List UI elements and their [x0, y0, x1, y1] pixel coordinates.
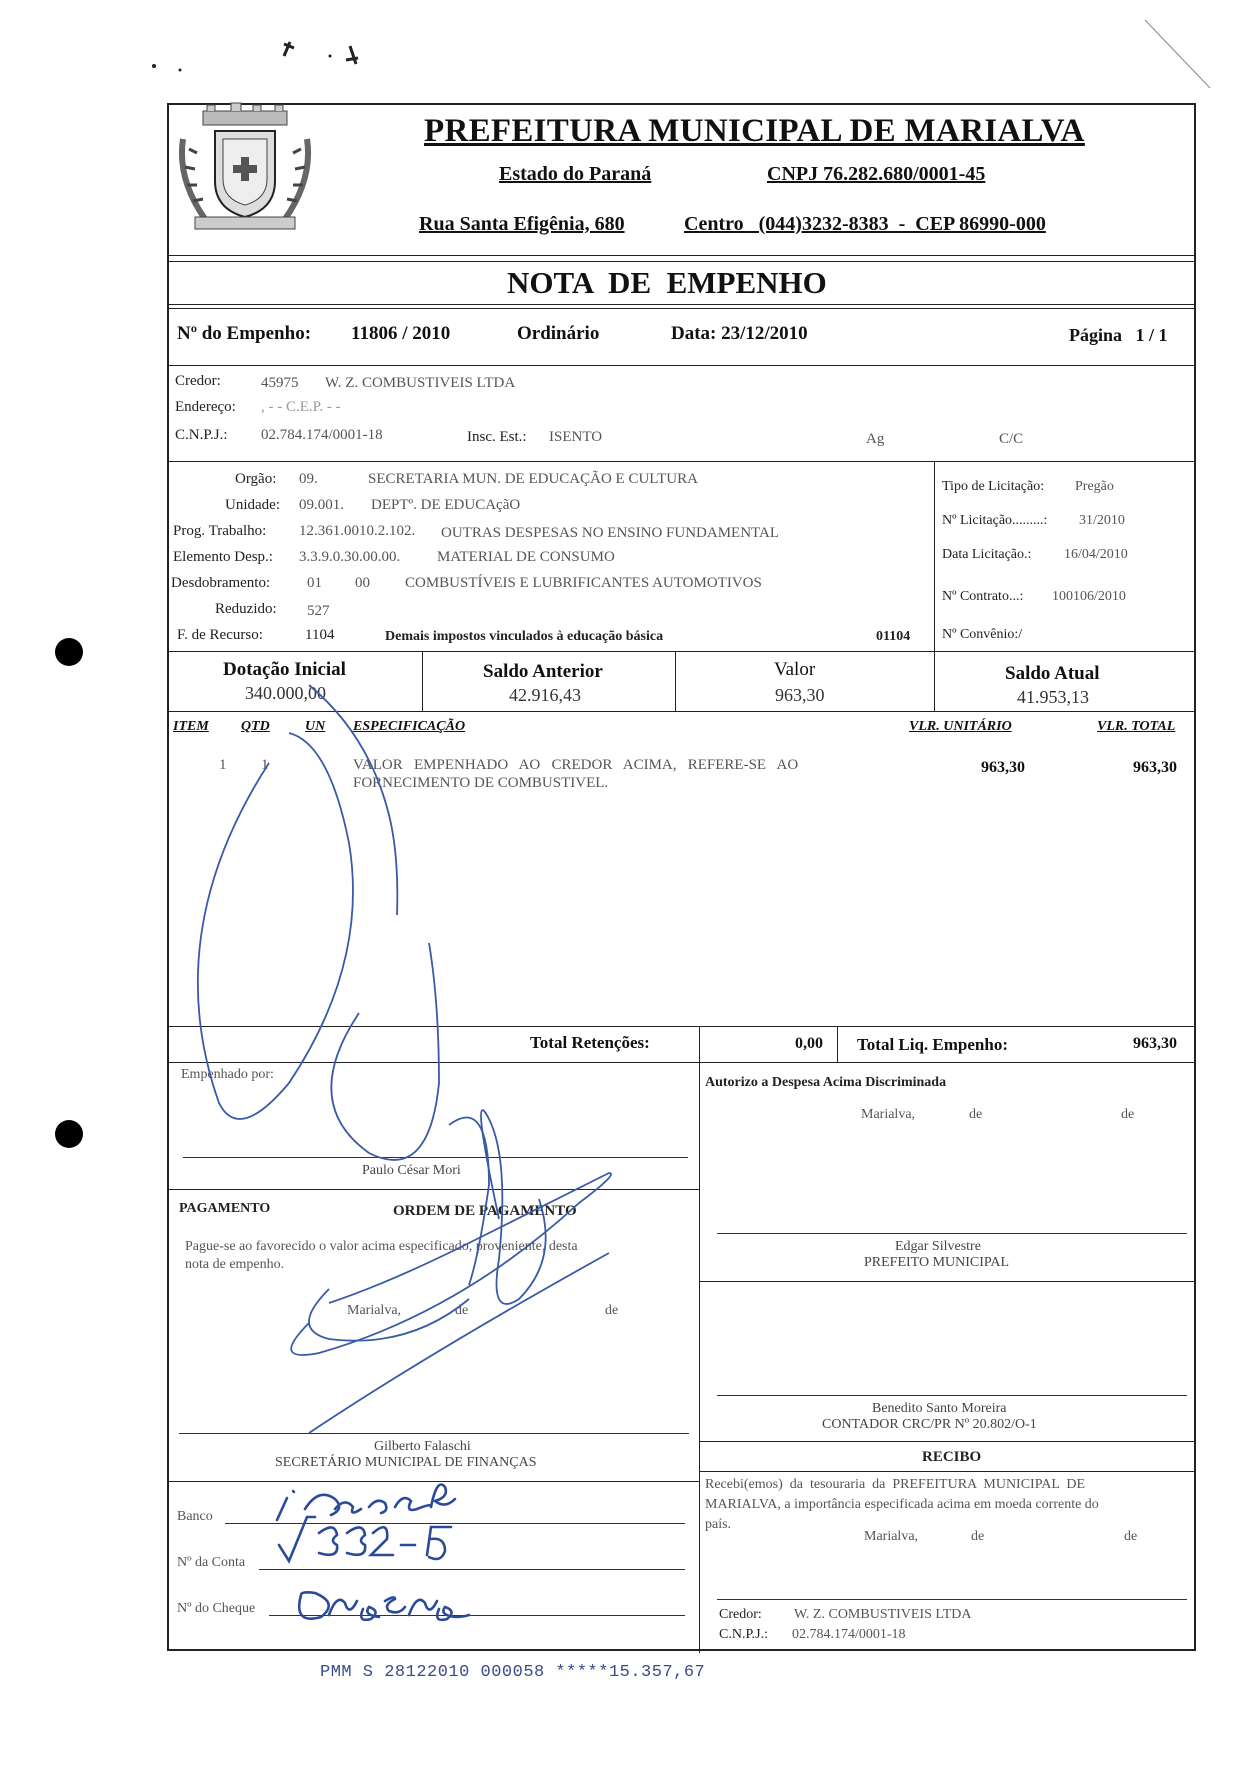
- item-desc-line2: FORNECIMENTO DE COMBUSTIVEL.: [353, 775, 609, 791]
- contador-name: Benedito Santo Moreira: [872, 1401, 1007, 1416]
- cnpj-label: C.N.P.J.:: [175, 427, 228, 443]
- orgao-label: Orgão:: [235, 471, 277, 487]
- banco-label: Banco: [177, 1509, 213, 1524]
- liq-empenho-value: 963,30: [1133, 1035, 1177, 1052]
- prog-label: Prog. Trabalho:: [173, 523, 267, 539]
- secretario-name: Gilberto Falaschi: [374, 1439, 471, 1454]
- col-especificacao: ESPECIFICAÇÃO: [353, 719, 466, 734]
- secretario-role: SECRETÁRIO MUNICIPAL DE FINANÇAS: [275, 1455, 537, 1470]
- cheque-label: Nº do Cheque: [177, 1601, 256, 1616]
- valor-value: 963,30: [775, 685, 825, 705]
- pagamento-de2: de: [605, 1303, 619, 1318]
- credor-name: W. Z. COMBUSTIVEIS LTDA: [325, 375, 516, 391]
- punch-hole-top: [55, 638, 83, 666]
- elemento-code: 3.3.9.0.30.00.00.: [299, 549, 401, 565]
- item-vlr-total: 963,30: [1133, 759, 1177, 776]
- autorizo-city: Marialva,: [861, 1107, 916, 1122]
- empenho-label: Nº do Empenho:: [177, 323, 312, 344]
- orgao-name: SECRETARIA MUN. DE EDUCAÇÃO E CULTURA: [368, 471, 698, 487]
- dotacao-label: Dotação Inicial: [223, 659, 346, 680]
- credor-code: 45975: [261, 375, 299, 391]
- dotacao-value: 340.000,00: [245, 683, 326, 703]
- unidade-code: 09.001.: [299, 497, 344, 513]
- retencoes-value: 0,00: [795, 1035, 823, 1052]
- page-number: Página 1 / 1: [1069, 325, 1168, 345]
- state-name: Estado do Paraná: [499, 163, 652, 185]
- insc-value: ISENTO: [549, 429, 603, 445]
- empenho-type: Ordinário: [517, 323, 600, 344]
- cc-label: C/C: [999, 431, 1024, 447]
- cnpj-header: CNPJ 76.282.680/0001-45: [767, 163, 986, 185]
- pagamento-label: PAGAMENTO: [179, 1201, 271, 1216]
- recurso-num: 01104: [876, 629, 911, 644]
- recibo-de1: de: [971, 1529, 985, 1544]
- pagamento-de1: de: [455, 1303, 469, 1318]
- cnpj-value: 02.784.174/0001-18: [261, 427, 383, 443]
- recibo-text2: MARIALVA, a importância especificada acima em moeda corrente do: [705, 1497, 1099, 1512]
- scan-marks: [150, 30, 1248, 90]
- col-item: ITEM: [173, 719, 209, 734]
- recibo-credor-label: Credor:: [719, 1607, 762, 1622]
- convenio-label: Nº Convênio:/: [942, 627, 1023, 642]
- num-licitacao-value: 31/2010: [1079, 513, 1125, 528]
- col-qtd: QTD: [241, 719, 270, 734]
- unidade-label: Unidade:: [225, 497, 280, 513]
- autorizo-label: Autorizo a Despesa Acima Discriminada: [705, 1075, 947, 1090]
- prog-name: OUTRAS DESPESAS NO ENSINO FUNDAMENTAL: [441, 525, 779, 541]
- conta-label: Nº da Conta: [177, 1555, 246, 1570]
- credor-label: Credor:: [175, 373, 221, 389]
- recibo-de2: de: [1124, 1529, 1138, 1544]
- punch-hole-bottom: [55, 1120, 83, 1148]
- recibo-text1: Recebi(emos) da tesouraria da PREFEITURA MUNICIPAL DE: [705, 1477, 1086, 1492]
- ordem-pagamento-label: ORDEM DE PAGAMENTO: [393, 1203, 577, 1219]
- reduzido-label: Reduzido:: [215, 601, 277, 617]
- prefeito-role: PREFEITO MUNICIPAL: [864, 1255, 1010, 1270]
- saldo-atual-value: 41.953,13: [1017, 687, 1089, 707]
- ag-label: Ag: [866, 431, 885, 447]
- num-licitacao-label: Nº Licitação.........:: [942, 513, 1048, 528]
- empenho-date: Data: 23/12/2010: [671, 323, 808, 344]
- col-vlr-total: VLR. TOTAL: [1097, 719, 1176, 734]
- contrato-label: Nº Contrato...:: [942, 589, 1024, 604]
- elemento-name: MATERIAL DE CONSUMO: [437, 549, 615, 565]
- document-title: NOTA DE EMPENHO: [507, 265, 827, 300]
- endereco-label: Endereço:: [175, 399, 236, 415]
- orgao-code: 09.: [299, 471, 318, 487]
- city-hall-title: PREFEITURA MUNICIPAL DE MARIALVA: [424, 113, 1085, 149]
- handwritten-bank-entries: [169, 105, 1194, 1653]
- tipo-licitacao-value: Pregão: [1075, 479, 1114, 494]
- saldo-anterior-value: 42.916,43: [509, 685, 581, 705]
- saldo-anterior-label: Saldo Anterior: [483, 661, 603, 682]
- prog-code: 12.361.0010.2.102.: [299, 523, 416, 539]
- item-vlr-unit: 963,30: [981, 759, 1025, 776]
- recibo-cnpj-value: 02.784.174/0001-18: [792, 1627, 906, 1642]
- autorizo-de2: de: [1121, 1107, 1135, 1122]
- valor-label: Valor: [774, 659, 816, 680]
- col-un: UN: [305, 719, 326, 734]
- prefeito-name: Edgar Silvestre: [895, 1239, 981, 1254]
- recibo-text3: país.: [705, 1517, 732, 1532]
- col-vlr-unitario: VLR. UNITÁRIO: [909, 719, 1012, 734]
- pagamento-city: Marialva,: [347, 1303, 402, 1318]
- desdobramento-b: 00: [355, 575, 370, 591]
- desdobramento-label: Desdobramento:: [171, 575, 271, 591]
- desdobramento-a: 01: [307, 575, 322, 591]
- item-number: 1: [219, 757, 227, 773]
- recibo-city: Marialva,: [864, 1529, 919, 1544]
- insc-label: Insc. Est.:: [467, 429, 527, 445]
- liq-empenho-label: Total Liq. Empenho:: [857, 1035, 1008, 1054]
- saldo-atual-label: Saldo Atual: [1005, 663, 1100, 684]
- empenhado-por-label: Empenhado por:: [181, 1067, 274, 1082]
- tipo-licitacao-label: Tipo de Licitação:: [942, 479, 1045, 494]
- autorizo-de1: de: [969, 1107, 983, 1122]
- empenhado-signer: Paulo César Mori: [362, 1163, 461, 1178]
- recurso-code: 1104: [305, 627, 335, 643]
- recurso-label: F. de Recurso:: [177, 627, 263, 643]
- nota-empenho-form: [167, 103, 1196, 1651]
- item-qty: 1: [261, 757, 269, 773]
- retencoes-label: Total Retenções:: [530, 1033, 650, 1052]
- pagamento-text2: nota de empenho.: [185, 1257, 285, 1272]
- recibo-title: RECIBO: [922, 1449, 982, 1465]
- contador-role: CONTADOR CRC/PR Nº 20.802/O-1: [822, 1417, 1037, 1432]
- recurso-name: Demais impostos vinculados à educação básica: [385, 629, 664, 644]
- contrato-value: 100106/2010: [1052, 589, 1126, 604]
- data-licitacao-value: 16/04/2010: [1064, 547, 1128, 562]
- data-licitacao-label: Data Licitação.:: [942, 547, 1032, 562]
- address: Rua Santa Efigênia, 680: [419, 213, 625, 235]
- contact-info: Centro (044)3232-8383 - CEP 86990-000: [684, 213, 1046, 235]
- pagamento-text1: Pague-se ao favorecido o valor acima especificado, proveniente, desta: [185, 1239, 578, 1254]
- desdobramento-name: COMBUSTÍVEIS E LUBRIFICANTES AUTOMOTIVOS: [405, 575, 762, 591]
- empenho-number: 11806 / 2010: [351, 323, 451, 344]
- recibo-cnpj-label: C.N.P.J.:: [719, 1627, 769, 1642]
- recibo-credor-value: W. Z. COMBUSTIVEIS LTDA: [794, 1607, 972, 1622]
- item-desc-line1: VALOR EMPENHADO AO CREDOR ACIMA, REFERE-SE AO: [353, 757, 799, 773]
- cashier-stamp: PMM S 28122010 000058 *****15.357,67: [320, 1663, 706, 1682]
- reduzido-value: 527: [307, 603, 330, 619]
- endereco-value: , - - C.E.P. - -: [261, 399, 341, 415]
- elemento-label: Elemento Desp.:: [173, 549, 273, 565]
- unidade-name: DEPTº. DE EDUCAçãO: [371, 497, 521, 513]
